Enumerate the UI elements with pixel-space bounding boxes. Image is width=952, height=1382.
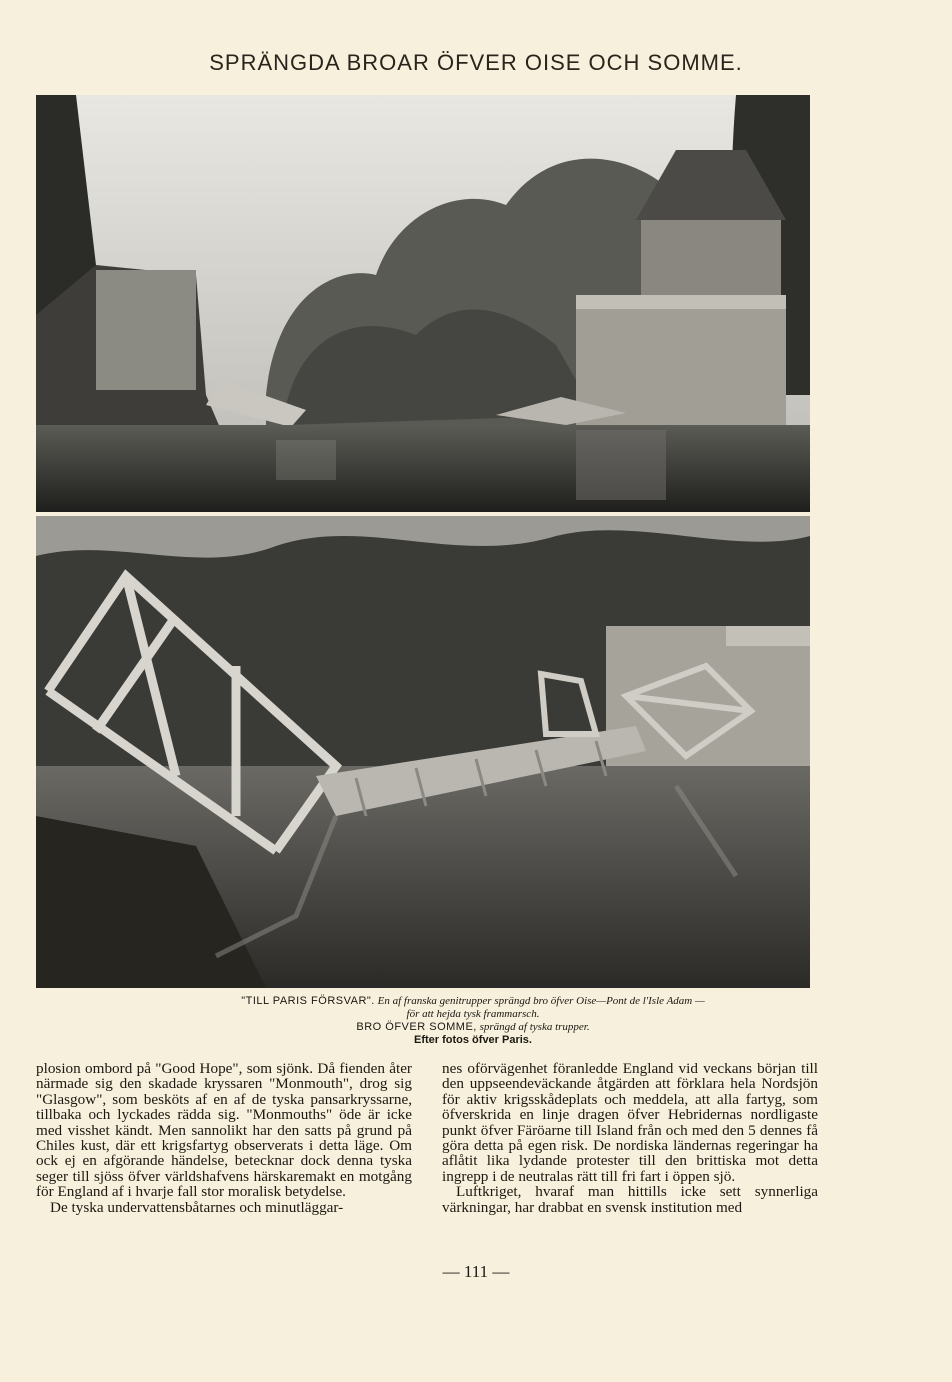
left-paragraph-2: De tyska undervattensbåtarnes och minutläggar- bbox=[50, 1198, 344, 1216]
caption-oise-text: En af franska genitrupper sprängd bro öfver Oise—Pont de l'Isle Adam — bbox=[377, 995, 705, 1007]
photo-captions bbox=[80, 995, 866, 1047]
photo-somme-bridge bbox=[36, 516, 810, 988]
caption-oise-title: "TILL PARIS FÖRSVAR". bbox=[241, 995, 375, 1007]
caption-line-1 bbox=[80, 995, 866, 1008]
photo-oise-bridge-image bbox=[36, 95, 810, 512]
caption-line-3 bbox=[80, 1021, 866, 1034]
text-column-left bbox=[36, 1061, 412, 1215]
caption-somme-text: sprängd af tyska trupper. bbox=[479, 1021, 590, 1033]
photo-somme-bridge-image bbox=[36, 516, 810, 988]
caption-somme-title: BRO ÖFVER SOMME, bbox=[356, 1021, 477, 1033]
right-paragraph-1: nes oförvägenhet föranledde England vid veckans början till den uppseendeväckande åtgärden att förklara hela Nordsjön för aktiv krigsskådeplats och meddela, att alla fartyg, som öfverskrida en linje dragen öfver Hebridernas nordligaste punkt öfver Färöarne till Island från och med den 5 dennes få göra detta på egen risk. De nordiska ländernas regeringar ha aflåtit lika lydande protester till den brittiska mot detta ingrepp i de neutralas rätt till fri fart i öppen sjö. bbox=[442, 1060, 818, 1185]
right-paragraph-2: Luftkriget, hvaraf man hittills icke sett synnerliga värkningar, har drabbat en svensk institution med bbox=[442, 1183, 818, 1216]
page-title: SPRÄNGDA BROAR ÖFVER OISE OCH SOMME. bbox=[209, 50, 743, 75]
left-paragraph-1: plosion ombord på "Good Hope", som sjönk. Då fienden åter närmade sig den skadade kryssaren "Monmouth", drog sig "Glasgow", som besköts af en af de tyska pansarkryssarne, tillbaka och lyckades rädda sig. "Monmouths" öde är icke med visshet kändt. Men sannolikt har den satts på grund på Chiles kust, där ett krigsfartyg observerats i detta läge. Om ock ej en afgörande händelse, betecknar dock denna tyska seger till sjöss öfver världshafvens härskaremakt en motgång för England af i hvarje fall stor moralisk betydelse. bbox=[36, 1060, 412, 1201]
page-number: — 111 — bbox=[442, 1262, 510, 1281]
caption-oise-text-cont: för att hejda tysk frammarsch. bbox=[406, 1008, 540, 1020]
text-column-right bbox=[442, 1061, 818, 1215]
caption-photo-credit: Efter fotos öfver Paris. bbox=[414, 1034, 532, 1046]
photo-oise-bridge bbox=[36, 95, 810, 512]
